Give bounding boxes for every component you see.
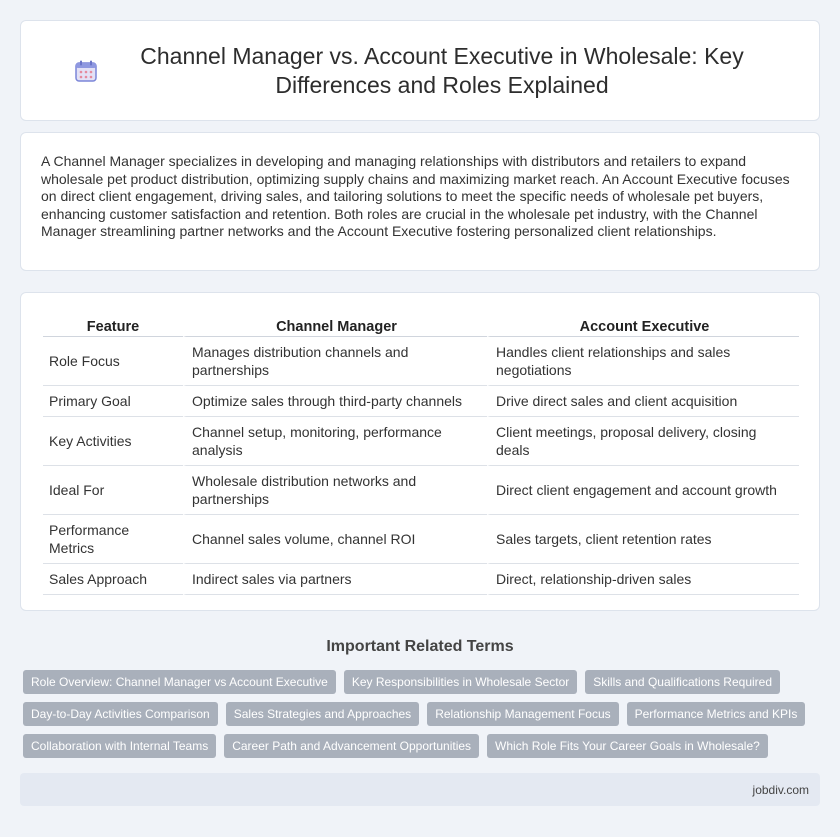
- related-term-tag[interactable]: Skills and Qualifications Required: [585, 670, 780, 694]
- header-account-executive: Account Executive: [487, 315, 799, 337]
- intro-card: [20, 132, 820, 271]
- related-term-tag[interactable]: Performance Metrics and KPIs: [627, 702, 806, 726]
- related-terms-title: Important Related Terms: [326, 638, 514, 655]
- footer: [20, 773, 820, 806]
- table-cell: Primary Goal: [43, 386, 183, 417]
- footer-site-link[interactable]: jobdiv.com: [752, 782, 809, 797]
- table-row: [43, 417, 799, 466]
- related-term-tag[interactable]: Sales Strategies and Approaches: [226, 702, 419, 726]
- table-cell: Performance Metrics: [43, 515, 183, 564]
- table-cell: Key Activities: [43, 417, 183, 466]
- table-row: [43, 337, 799, 386]
- table-cell: Sales targets, client retention rates: [487, 515, 799, 564]
- table-cell: Ideal For: [43, 466, 183, 515]
- comparison-table-card: [20, 292, 820, 611]
- table-row: [43, 564, 799, 595]
- table-row: [43, 515, 799, 564]
- table-row: [43, 386, 799, 417]
- tag-row: [23, 702, 823, 726]
- table-cell: Manages distribution channels and partnerships: [183, 337, 487, 386]
- comparison-table: [43, 315, 799, 595]
- related-term-tag[interactable]: Day-to-Day Activities Comparison: [23, 702, 218, 726]
- table-cell: Indirect sales via partners: [183, 564, 487, 595]
- table-cell: Channel sales volume, channel ROI: [183, 515, 487, 564]
- table-header-row: [43, 315, 799, 337]
- tag-row: [23, 670, 823, 694]
- table-cell: Direct, relationship-driven sales: [487, 564, 799, 595]
- related-term-tag[interactable]: Key Responsibilities in Wholesale Sector: [344, 670, 577, 694]
- table-cell: Wholesale distribution networks and partnerships: [183, 466, 487, 515]
- tag-row: [23, 734, 823, 758]
- related-term-tag[interactable]: Relationship Management Focus: [427, 702, 618, 726]
- table-cell: Sales Approach: [43, 564, 183, 595]
- page-title: Channel Manager vs. Account Executive in Wholesale: Key Differences and Roles Explained: [140, 42, 744, 98]
- title-card: [20, 20, 820, 121]
- related-term-tag[interactable]: Collaboration with Internal Teams: [23, 734, 216, 758]
- table-cell: Drive direct sales and client acquisition: [487, 386, 799, 417]
- header-feature: Feature: [43, 315, 183, 337]
- table-cell: Optimize sales through third-party channels: [183, 386, 487, 417]
- header-channel-manager: Channel Manager: [183, 315, 487, 337]
- related-term-tag[interactable]: Which Role Fits Your Career Goals in Wholesale?: [487, 734, 768, 758]
- table-cell: Client meetings, proposal delivery, closing deals: [487, 417, 799, 466]
- table-row: [43, 466, 799, 515]
- related-term-tag[interactable]: Career Path and Advancement Opportunities: [224, 734, 479, 758]
- intro-paragraph: A Channel Manager specializes in developing and managing relationships with distributors and retailers to expand wholesale pet product distribution, optimizing supply chains and maximizing market reach. An Account Executive focuses on direct client engagement, driving sales, and tailoring solutions to meet the specific needs of wholesale pet buyers, enhancing customer satisfaction and retention. Both roles are crucial in the wholesale pet industry, with the Channel Manager streamlining partner networks and the Account Executive fostering personalized client relationships.: [41, 153, 790, 240]
- related-term-tag[interactable]: Role Overview: Channel Manager vs Account Executive: [23, 670, 336, 694]
- table-cell: Channel setup, monitoring, performance analysis: [183, 417, 487, 466]
- table-cell: Role Focus: [43, 337, 183, 386]
- related-terms-tags: [23, 670, 823, 766]
- table-cell: Handles client relationships and sales negotiations: [487, 337, 799, 386]
- calendar-icon: [73, 58, 99, 84]
- table-cell: Direct client engagement and account growth: [487, 466, 799, 515]
